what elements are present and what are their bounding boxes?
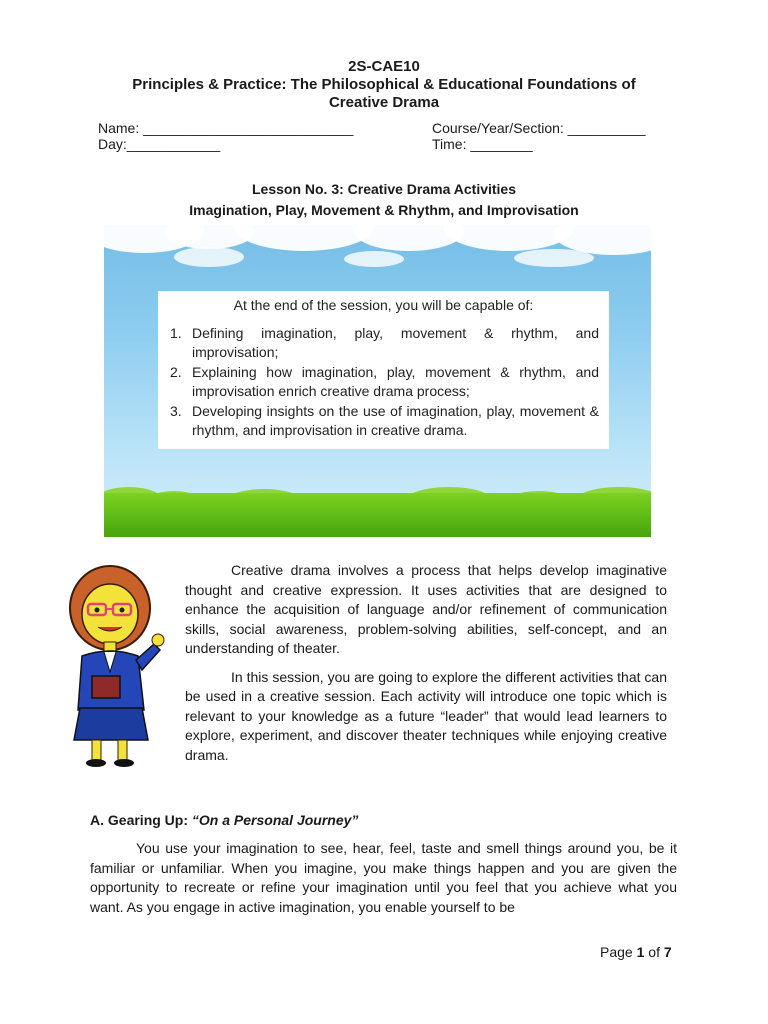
objective-number: 2. [170,364,182,380]
page-current: 1 [636,944,645,960]
objectives-intro: At the end of the session, you will be capable of: [233,297,534,313]
objective-number: 1. [170,325,182,341]
objective-text: Developing insights on the use of imagination, play, movement & rhythm, and improvisation in creative drama. [192,403,599,438]
intro-paragraphs [185,561,667,765]
teacher-illustration [58,560,168,770]
objective-number: 3. [170,403,182,419]
objective-text: Explaining how imagination, play, movement & rhythm, and improvisation enrich creative drama process; [192,364,599,399]
course-title-line2: Creative Drama [328,94,440,111]
objective-item [170,363,599,401]
name-field: Name: ___________________________ [98,120,354,136]
lesson-title: Lesson No. 3: Creative Drama Activities [251,181,517,197]
intro-paragraph: Creative drama involves a process that helps develop imaginative thought and creative expression. It uses activities that are designed to enhance the acquisition of language and/or refinement of communication skills, social awareness, problem-solving abilities, self-concept, and an understanding of theater. [185,562,667,656]
time-field: Time: ________ [432,136,533,152]
objective-text: Defining imagination, play, movement & rhythm, and improvisation; [192,325,599,360]
section-a-title: “On a Personal Journey” [191,812,359,828]
day-field: Day:____________ [98,136,221,152]
lesson-subtitle: Imagination, Play, Movement & Rhythm, and Improvisation [189,202,579,218]
course-section-field: Course/Year/Section: __________ [432,120,646,136]
sky-banner [104,225,651,537]
intro-paragraph: In this session, you are going to explore the different activities that can be used in a creative session. Each activity will introduce one topic which is relevant to your knowledge as a future “leader” that would lead learners to explore, experiment, and discover theater techniques while enjoying creative drama. [185,668,667,763]
section-a-paragraph: You use your imagination to see, hear, feel, taste and smell things around you, be it familiar or unfamiliar. When you imagine, you make things happen and you are given the opportunity to recreate or refine your imagination until you feel that you achieve what you want. As you engage in active imagination, you enable yourself to be [90,840,677,915]
section-a-text-block [90,839,677,917]
page-number [600,944,672,960]
page-total: 7 [663,944,672,960]
course-title-line1: Principles & Practice: The Philosophical & Educational Foundations of [132,76,636,93]
page-word: Page [600,944,633,960]
of-word: of [648,944,660,960]
objective-item [170,402,599,440]
objectives-list [170,324,599,441]
objective-item [170,324,599,362]
course-code: 2S-CAE10 [348,58,420,75]
section-a-heading [90,812,358,828]
grass-strip [104,493,651,537]
objectives-box [158,291,609,449]
section-a-label: A. Gearing Up: [90,812,189,828]
